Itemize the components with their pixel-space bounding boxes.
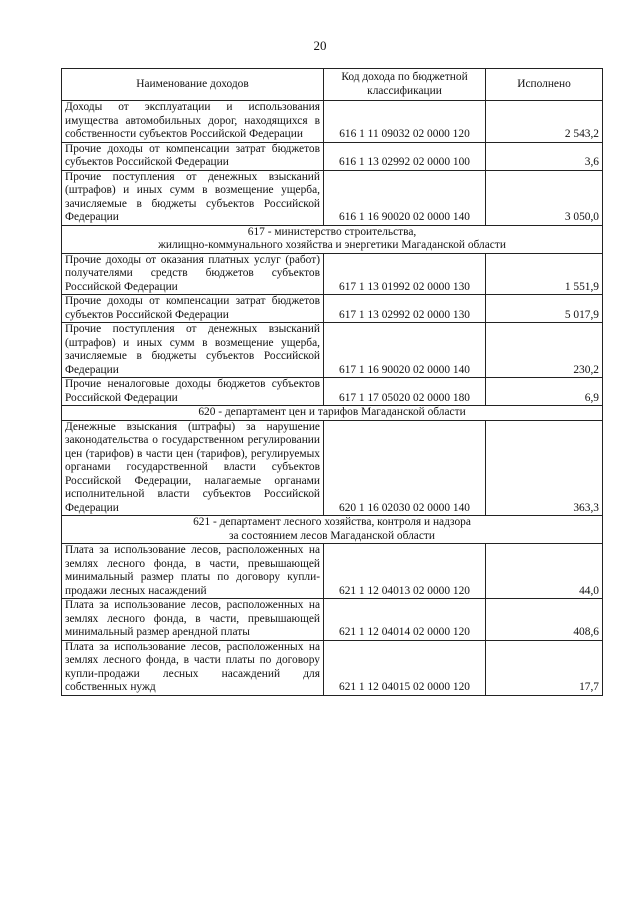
row-code: 616 1 11 09032 02 0000 120 [324,101,486,143]
row-name: Прочие поступления от денежных взысканий (штрафов) и иных сумм в возмещение ущерба, зачисляемые в бюджеты субъектов Российской Федерации [62,323,324,378]
row-amount: 1 551,9 [486,253,603,295]
row-amount: 2 543,2 [486,101,603,143]
department-row [62,516,603,544]
table-row [62,640,603,695]
department-row [62,406,603,421]
table-row [62,544,603,599]
row-code: 617 1 13 01992 02 0000 130 [324,253,486,295]
table-row [62,420,603,516]
row-name: Прочие доходы от компенсации затрат бюджетов субъектов Российской Федерации [62,142,324,170]
row-code: 616 1 13 02992 02 0000 100 [324,142,486,170]
department-line: 617 - министерство строительства, [247,225,417,238]
row-code: 617 1 16 90020 02 0000 140 [324,323,486,378]
header-executed: Исполнено [486,69,603,101]
department-row [62,225,603,253]
department-heading [62,516,603,544]
page-number: 20 [313,38,327,53]
row-amount: 363,3 [486,420,603,516]
revenue-table [61,68,603,696]
department-line: за состоянием лесов Магаданской области [229,529,435,542]
table-row [62,170,603,225]
row-code: 617 1 17 05020 02 0000 180 [324,378,486,406]
table-row [62,101,603,143]
row-name: Плата за использование лесов, расположенных на землях лесного фонда, в части, превышающей минимальный размер платы по договору купли-продажи лесных насаждений [62,544,324,599]
table-row [62,295,603,323]
table-header-row [62,69,603,101]
row-name: Плата за использование лесов, расположенных на землях лесного фонда, в части платы по договору купли-продажи лесных насаждений для собственных нужд [62,640,324,695]
department-line: жилищно-коммунального хозяйства и энергетики Магаданской области [158,239,506,251]
row-name: Доходы от эксплуатации и использования имущества автомобильных дорог, находящихся в собственности субъектов Российской Федерации [62,101,324,143]
row-code: 621 1 12 04015 02 0000 120 [324,640,486,695]
row-amount: 44,0 [486,544,603,599]
row-amount: 6,9 [486,378,603,406]
header-name: Наименование доходов [62,69,324,101]
table-row [62,142,603,170]
table-row [62,323,603,378]
row-amount: 3 050,0 [486,170,603,225]
row-name: Прочие поступления от денежных взысканий (штрафов) и иных сумм в возмещение ущерба, зачисляемые в бюджеты субъектов Российской Федерации [62,170,324,225]
table-row [62,599,603,641]
row-code: 621 1 12 04014 02 0000 120 [324,599,486,641]
table-row [62,378,603,406]
department-heading [62,406,603,421]
row-name: Денежные взыскания (штрафы) за нарушение законодательства о государственном регулировании цен (тарифов) в части цен (тарифов), регулируемых органами государственной власти субъектов Российской Федерации, налагаемые органами исполнительной власти субъектов Российской Федерации [62,420,324,516]
row-amount: 230,2 [486,323,603,378]
department-line: 621 - департамент лесного хозяйства, контроля и надзора [193,516,471,528]
department-line: 620 - департамент цен и тарифов Магаданской области [198,406,466,418]
row-name: Плата за использование лесов, расположенных на землях лесного фонда, в части, превышающей минимальный размер арендной платы [62,599,324,641]
row-amount: 408,6 [486,599,603,641]
header-code: Код дохода по бюджетной классификации [324,69,486,101]
row-code: 616 1 16 90020 02 0000 140 [324,170,486,225]
row-amount: 5 017,9 [486,295,603,323]
row-code: 617 1 13 02992 02 0000 130 [324,295,486,323]
table-row [62,253,603,295]
row-amount: 17,7 [486,640,603,695]
row-name: Прочие неналоговые доходы бюджетов субъектов Российской Федерации [62,378,324,406]
department-heading [62,225,603,253]
row-amount: 3,6 [486,142,603,170]
row-name: Прочие доходы от оказания платных услуг (работ) получателями средств бюджетов субъектов Российской Федерации [62,253,324,295]
row-name: Прочие доходы от компенсации затрат бюджетов субъектов Российской Федерации [62,295,324,323]
row-code: 621 1 12 04013 02 0000 120 [324,544,486,599]
row-code: 620 1 16 02030 02 0000 140 [324,420,486,516]
